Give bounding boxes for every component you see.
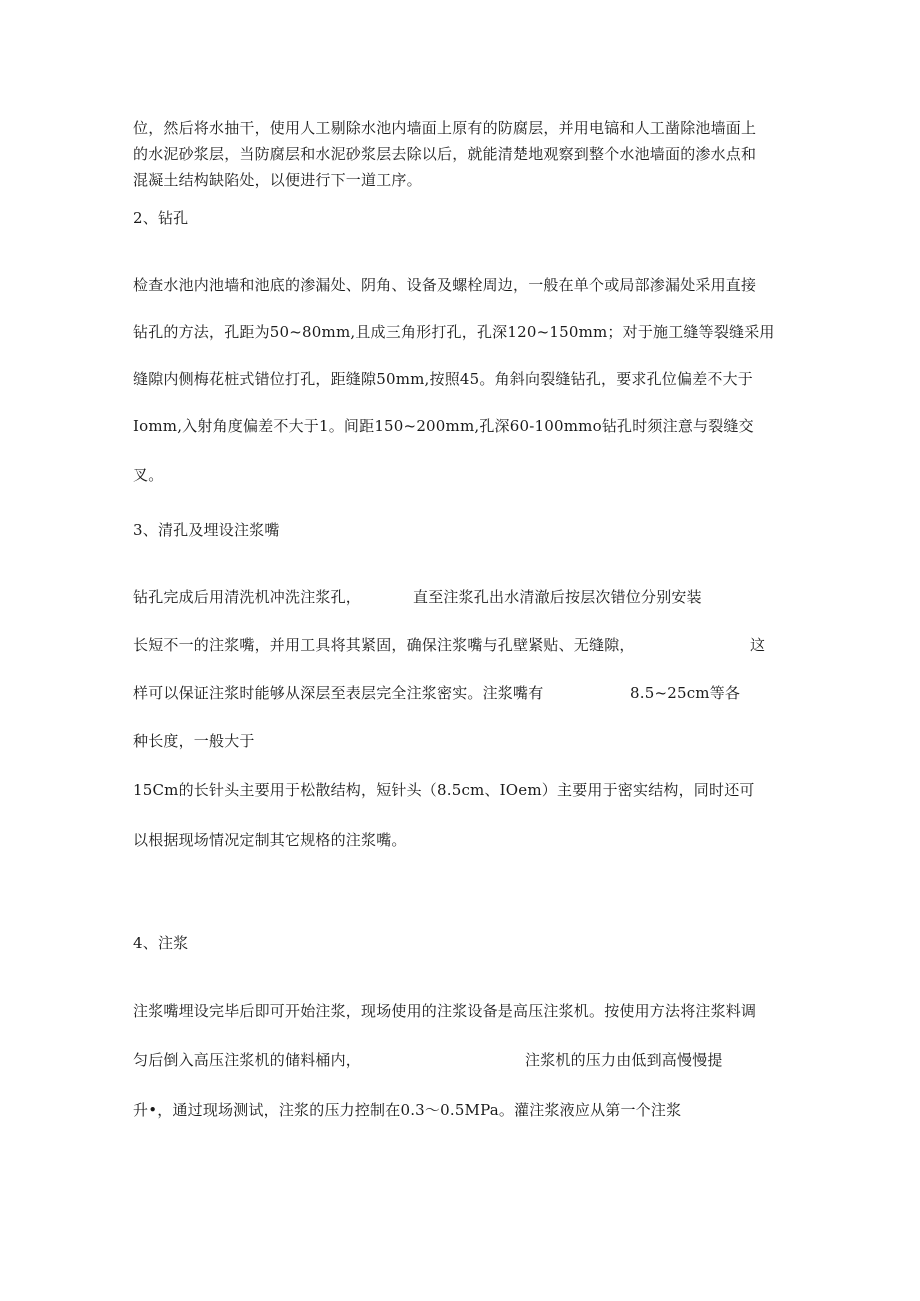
intro-line-1: 位，然后将水抽干，使用人工剔除水池内墙面上原有的防腐层，并用电镐和人工凿除池墙面上 [133, 119, 757, 137]
section-3-line-1b: 直至注浆孔出水清澈后按层次错位分别安装 [413, 588, 702, 606]
section-3-line-6: 以根据现场情况定制其它规格的注浆嘴。 [133, 831, 407, 849]
section-2-line-2: 钻孔的方法，孔距为50~80mm,且成三角形打孔，孔深120~150mm；对于施工缝等裂缝采用 [133, 323, 775, 341]
section-4-line-3: 升•，通过现场测试，注浆的压力控制在0.3～0.5MPa。灌注浆液应从第一个注浆 [133, 1101, 682, 1119]
section-3-line-2b: 这 [750, 636, 766, 654]
section-3-line-3b: 8.5~25cm等各 [630, 684, 741, 702]
section-2-line-1: 检查水池内池墙和池底的渗漏处、阴角、设备及螺栓周边，一般在单个或局部渗漏处采用直接 [133, 276, 757, 294]
section-3-line-1a: 钻孔完成后用清洗机冲洗注浆孔， [133, 588, 362, 606]
section-3-line-3a: 样可以保证注浆时能够从深层至表层完全注浆密实。注浆嘴有 [133, 684, 544, 702]
intro-line-3: 混凝土结构缺陷处，以便进行下一道工序。 [133, 171, 422, 189]
section-3-heading: 3、清孔及埋设注浆嘴 [133, 521, 280, 539]
section-2-line-4: Iomm,入射角度偏差不大于1。间距150~200mm,孔深60-100mmo钻孔时须注意与裂缝交 [133, 417, 754, 435]
section-3-line-4: 种长度，一般大于 [133, 732, 255, 750]
section-2-line-3: 缝隙内侧梅花桩式错位打孔，距缝隙50mm,按照45。角斜向裂缝钻孔，要求孔位偏差不大于 [133, 370, 753, 388]
section-3-line-5: 15Cm的长针头主要用于松散结构，短针头（8.5cm、IOem）主要用于密实结构，同时还可 [133, 781, 755, 799]
section-3-line-2a: 长短不一的注浆嘴，并用工具将其紧固，确保注浆嘴与孔壁紧贴、无缝隙， [133, 636, 635, 654]
section-2-line-5: 叉。 [133, 466, 164, 484]
intro-line-2: 的水泥砂浆层，当防腐层和水泥砂浆层去除以后，就能清楚地观察到整个水池墙面的渗水点和 [133, 145, 757, 163]
section-2-heading: 2、钻孔 [133, 209, 189, 227]
section-4-heading: 4、注浆 [133, 934, 189, 952]
section-4-line-2a: 匀后倒入高压注浆机的储料桶内， [133, 1051, 362, 1069]
section-4-line-2b: 注浆机的压力由低到高慢慢提 [525, 1051, 723, 1069]
section-4-line-1: 注浆嘴埋设完毕后即可开始注浆，现场使用的注浆设备是高压注浆机。按使用方法将注浆料调 [133, 1002, 757, 1020]
